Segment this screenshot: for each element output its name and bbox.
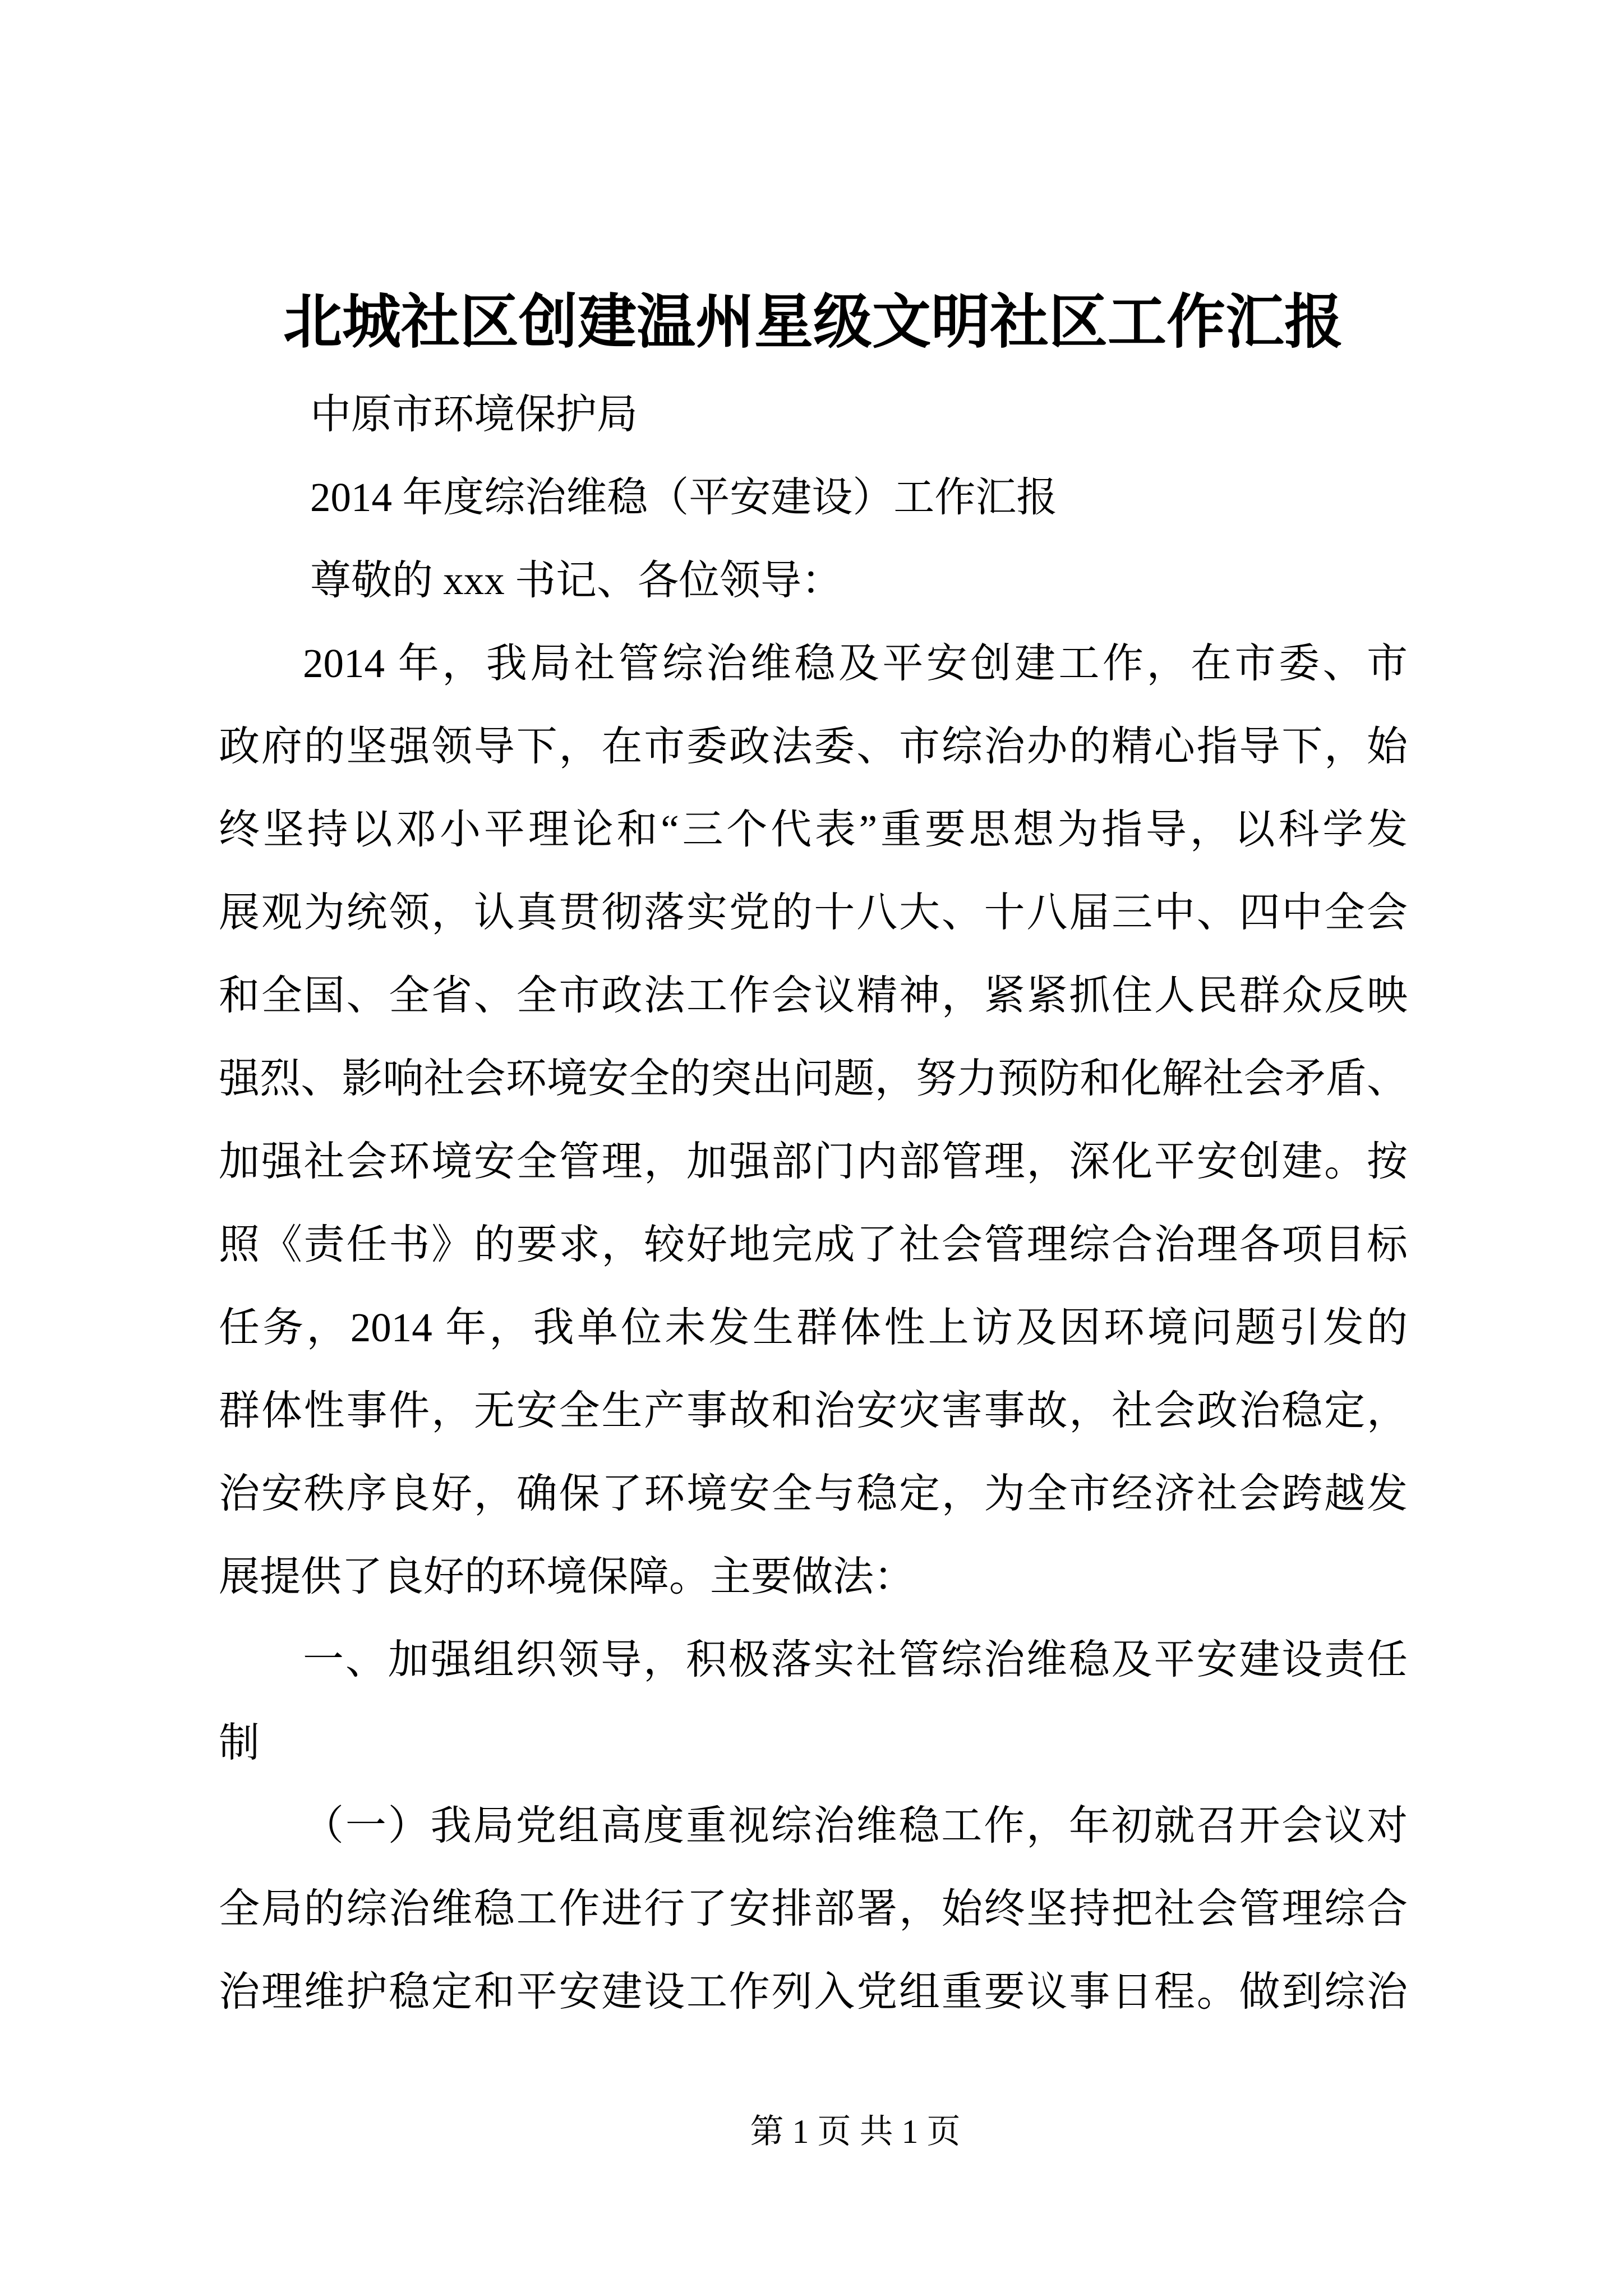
body-line: 和全国、全省、全市政法工作会议精神，紧紧抓住人民群众反映 xyxy=(219,973,1408,1018)
body-line: 展提供了良好的环境保障。主要做法： xyxy=(219,1554,915,1599)
body-line: 2014 年，我局社管综治维稳及平安创建工作，在市委、市 xyxy=(303,641,1408,686)
body-line: 终坚持以邓小平理论和“三个代表”重要思想为指导，以科学发 xyxy=(219,807,1408,852)
document-title: 北城社区创建温州星级文明社区工作汇报 xyxy=(283,289,1343,355)
section-heading-line: 制 xyxy=(219,1720,260,1765)
page-footer: 第 1 页 共 1 页 xyxy=(750,2113,961,2150)
body-line: 展观为统领，认真贯彻落实党的十八大、十八届三中、四中全会 xyxy=(219,890,1408,935)
section-heading-line: 一、加强组织领导，积极落实社管综治维稳及平安建设责任 xyxy=(303,1637,1408,1682)
body-line: （一）我局党组高度重视综治维稳工作，年初就召开会议对 xyxy=(303,1803,1408,1848)
body-line: 治理维护稳定和平安建设工作列入党组重要议事日程。做到综治 xyxy=(219,1969,1408,2014)
header-line-organization: 中原市环境保护局 xyxy=(310,392,638,437)
body-line: 政府的坚强领导下，在市委政法委、市综治办的精心指导下，始 xyxy=(219,724,1408,769)
body-line: 强烈、影响社会环境安全的突出问题，努力预防和化解社会矛盾、 xyxy=(219,1056,1408,1101)
body-line: 群体性事件，无安全生产事故和治安灾害事故，社会政治稳定， xyxy=(219,1388,1408,1433)
body-line: 任务，2014 年，我单位未发生群体性上访及因环境问题引发的 xyxy=(219,1305,1408,1350)
document-content xyxy=(0,272,1623,2033)
body-line: 全局的综治维稳工作进行了安排部署，始终坚持把社会管理综合 xyxy=(219,1886,1408,1931)
body-line: 治安秩序良好，确保了环境安全与稳定，为全市经济社会跨越发 xyxy=(219,1471,1408,1516)
header-line-salutation: 尊敬的 xxx 书记、各位领导： xyxy=(310,558,842,603)
header-line-report-subtitle: 2014 年度综治维稳（平安建设）工作汇报 xyxy=(310,475,1058,520)
body-line: 加强社会环境安全管理，加强部门内部管理，深化平安创建。按 xyxy=(219,1139,1408,1184)
body-line: 照《责任书》的要求，较好地完成了社会管理综合治理各项目标 xyxy=(219,1222,1408,1267)
